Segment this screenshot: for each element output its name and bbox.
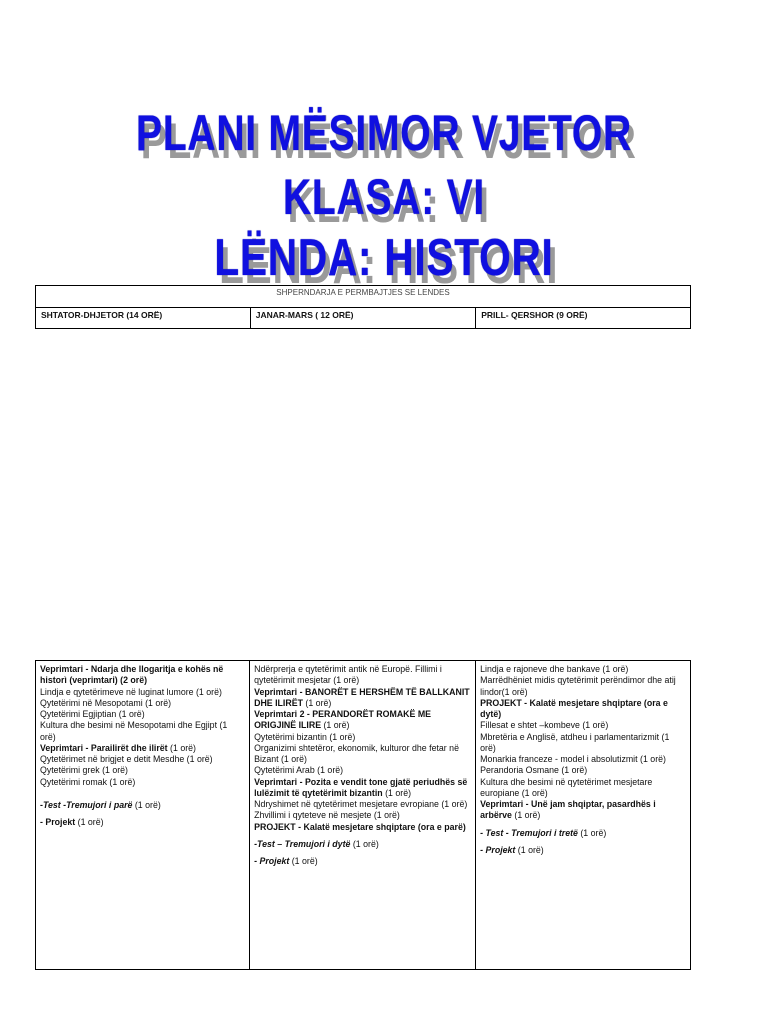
topic-text: Kultura dhe besimi në qytetërimet mesjetare europiane (1 orë) (480, 776, 653, 798)
test-prefix: - (40, 799, 43, 810)
topic-text: (1 orë) (302, 697, 332, 708)
topic-text: Ndërprerja e qytetërimit antik në Europë. Fillimi i qytetërimit mesjetar (1 orë) (254, 664, 442, 686)
topic-item (254, 822, 471, 833)
period-header-2: JANAR-MARS ( 12 ORË) (250, 308, 476, 329)
test-label: -Test – Tremujori i dytë (254, 838, 351, 849)
column-term-3 (476, 661, 691, 970)
title-line-3: LËNDA: HISTORI (214, 229, 554, 287)
topic-item (254, 810, 471, 821)
test-item (480, 828, 686, 839)
topic-item (40, 777, 245, 788)
topic-text: (1 orë) (167, 742, 196, 753)
topic-text: Organizimi shtetëror, ekonomik, kulturor dhe fetar në Bizant (1 orë) (254, 742, 459, 764)
column-term-1 (36, 661, 250, 970)
topic-item (40, 765, 245, 776)
project-label: - Projekt (40, 817, 76, 827)
topic-text: Ndryshimet në qytetërimet mesjetare evropiane (1 orë) (254, 799, 468, 809)
content-table (35, 660, 691, 970)
topic-item (40, 720, 245, 743)
topic-bold-text: Veprimtari 2 - PERANDORËT ROMAKË ME ORIGJINË ILIRE (254, 709, 432, 731)
topic-bold-text: PROJEKT - Kalatë mesjetare shqiptare (ora e parë) (254, 821, 466, 832)
test-hours: (1 orë) (132, 799, 161, 810)
topic-item (480, 698, 686, 721)
project-item (40, 817, 245, 828)
topic-text: Mbretëria e Anglisë, atdheu i parlamentarizmit (1 orë) (480, 731, 670, 753)
topic-bold-text: Veprimtari - Unë jam shqiptar, pasardhës i arbërve (480, 799, 656, 821)
topic-item (254, 777, 471, 800)
topic-item (480, 754, 686, 765)
topic-item (254, 687, 471, 710)
topic-text: Qytetërimi Arab (1 orë) (254, 765, 344, 776)
distribution-header-table (35, 285, 691, 329)
topic-item (40, 687, 245, 698)
test-hours: (1 orë) (577, 827, 607, 838)
column-term-2 (250, 661, 476, 970)
topic-text: Fillesat e shtet –kombeve (1 orë) (480, 720, 609, 731)
table-caption: SHPERNDARJA E PERMBAJTJES SE LENDES (36, 286, 691, 308)
topic-bold-text: PROJEKT - Kalatë mesjetare shqiptare (ora e dytë) (480, 697, 668, 719)
topic-text: Qytetërimi Egjiptian (1 orë) (40, 709, 145, 719)
topic-item (480, 799, 686, 822)
topic-text: Perandoria Osmane (1 orë) (480, 765, 588, 776)
period-header-1: SHTATOR-DHJETOR (14 ORË) (36, 308, 251, 329)
topic-item (254, 765, 471, 776)
topic-item (254, 664, 471, 687)
topic-text: Marrëdhëniet midis qytetërimit perëndimor dhe atij lindor(1 orë) (480, 675, 676, 697)
topic-item (254, 799, 471, 810)
topic-item (480, 732, 686, 755)
topic-text: Qytetërimi grek (1 orë) (40, 765, 128, 776)
project-hours: (1 orë) (289, 856, 318, 866)
topic-item (40, 754, 245, 765)
test-item (40, 800, 245, 811)
topic-item (480, 664, 686, 675)
topic-item (480, 777, 686, 800)
topic-text: Lindja e qytetërimeve në luginat lumore (1 orë) (40, 686, 222, 697)
project-hours: (1 orë) (75, 817, 104, 827)
topic-bold-text: Veprimtari - Pozita e vendit tone gjatë periudhës së lulëzimit të qytetërimit bizantin (254, 776, 468, 798)
period-header-3: PRILL- QERSHOR (9 ORË) (476, 308, 691, 329)
topic-text: Qytetërimet në brigjet e detit Mesdhe (1 orë) (40, 754, 213, 764)
topic-item (254, 732, 471, 743)
topic-item (480, 765, 686, 776)
test-label: Test -Tremujori i parë (42, 799, 133, 810)
topic-bold-text: Veprimtari - Parailirët dhe ilirët (40, 742, 168, 753)
project-hours: (1 orë) (515, 844, 544, 855)
test-label: - Test - Tremujori i tretë (480, 827, 578, 838)
topic-text: (1 orë) (321, 720, 350, 731)
topic-text: Kultura dhe besimi në Mesopotami dhe Egjipt (1 orë) (40, 720, 228, 742)
project-item (254, 856, 471, 867)
title-line-2: KLASA: VI (282, 169, 486, 225)
topic-text: Qytetërimi në Mesopotami (1 orë) (40, 697, 172, 708)
title-line-1: PLANI MËSIMOR VJETOR (136, 105, 632, 161)
topic-item (40, 709, 245, 720)
topic-text: Lindja e rajoneve dhe bankave (1 orë) (480, 664, 629, 674)
topic-bold-text: Veprimtari - Ndarja dhe llogaritja e kohës në historì (veprimtari) (2 orë) (40, 664, 224, 686)
test-item (254, 839, 471, 850)
topic-text: Qytetërimi bizantin (1 orë) (254, 731, 356, 742)
topic-item (254, 709, 471, 732)
topic-text: (1 orë) (382, 787, 412, 798)
topic-bold-text: Veprimtari - BANORËT E HERSHËM TË BALLKANIT DHE ILIRËT (254, 686, 470, 708)
project-item (480, 845, 686, 856)
project-label: - Projekt (480, 844, 516, 855)
topic-text: Qytetërimi romak (1 orë) (40, 776, 136, 787)
topic-item (40, 698, 245, 709)
topic-text: Monarkia franceze - model i absolutizmit (1 orë) (480, 754, 666, 764)
topic-item (40, 743, 245, 754)
test-hours: (1 orë) (350, 838, 379, 849)
topic-item (254, 743, 471, 766)
topic-text: (1 orë) (511, 810, 541, 821)
topic-item (40, 664, 245, 687)
topic-text: Zhvillimi i qyteteve në mesjete (1 orë) (254, 810, 400, 821)
topic-item (480, 675, 686, 698)
project-label: - Projekt (254, 856, 290, 866)
topic-item (480, 720, 686, 731)
